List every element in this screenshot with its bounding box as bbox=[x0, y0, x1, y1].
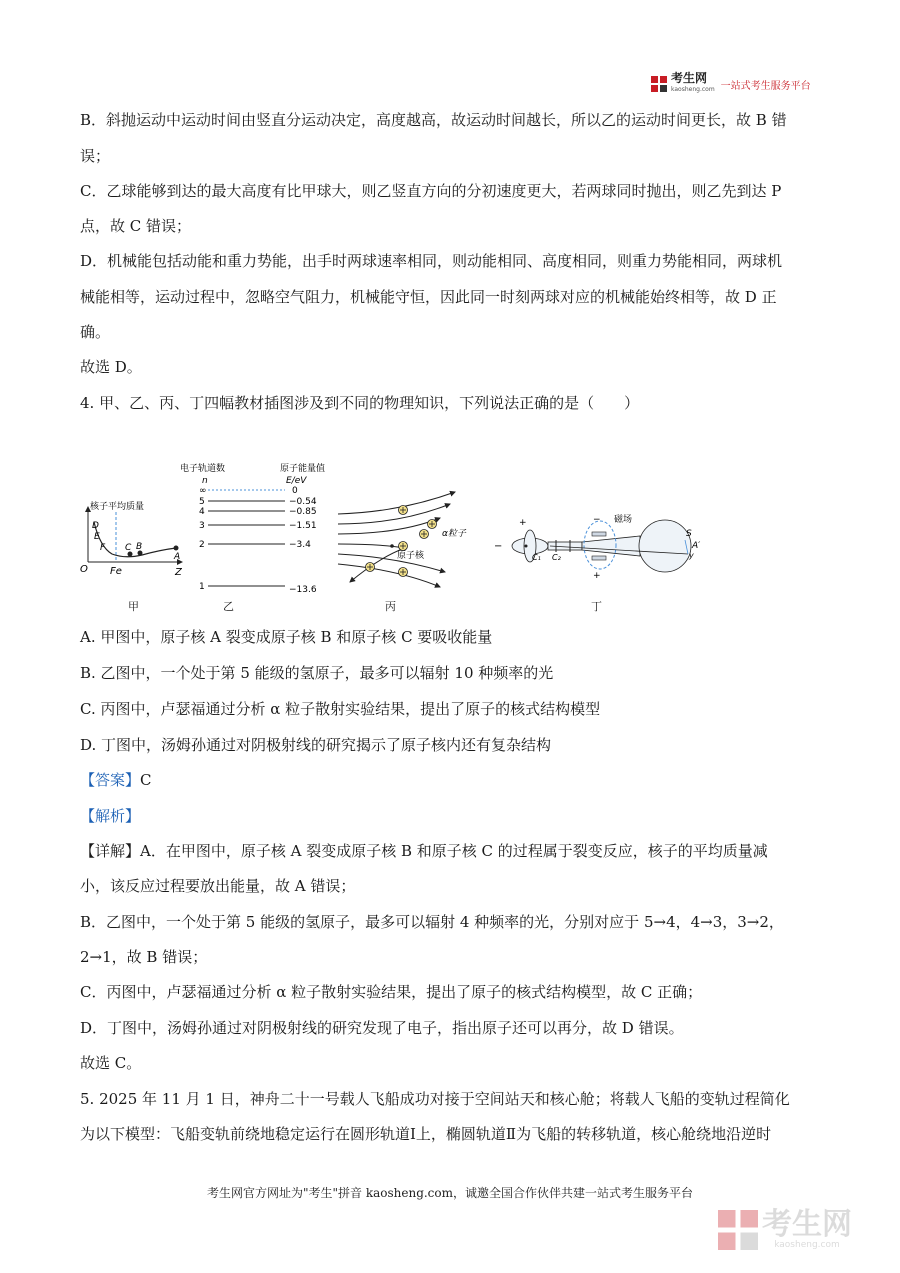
jia-xlabel: Z bbox=[175, 567, 182, 578]
yi-col2: 原子能量值 bbox=[280, 464, 326, 474]
caption-bing: 丙 bbox=[385, 600, 396, 613]
yi-level-n: 3 bbox=[199, 521, 205, 531]
text-line: 故选 D。 bbox=[80, 358, 142, 376]
detail-line: B．乙图中，一个处于第 5 能级的氢原子，最多可以辐射 4 种频率的光，分别对应于 5→4，4→3，3→2， bbox=[80, 913, 784, 931]
analysis-tag bbox=[80, 806, 140, 826]
yi-level-e: 0 bbox=[292, 486, 298, 496]
yi-level-n: 1 bbox=[199, 582, 205, 592]
answer-line bbox=[80, 770, 152, 790]
header-slogan: 一站式考生服务平台 bbox=[720, 80, 811, 92]
yi-col1: 电子轨道数 bbox=[180, 464, 226, 474]
yi-e-label: E/eV bbox=[286, 476, 307, 486]
text-line: B．斜抛运动中运动时间由竖直分运动决定，高度越高，故运动时间越长，所以乙的运动时间更长，故 B 错 bbox=[80, 111, 787, 129]
text-line: D．机械能包括动能和重力势能，出手时两球速率相同，则动能相同、高度相同，则重力势能相同，两球机 bbox=[80, 252, 783, 270]
jia-point: C bbox=[125, 543, 132, 553]
bing-alpha-label: α粒子 bbox=[442, 529, 466, 539]
footer-text: 考生网官方网址为"考生"拼音 kaosheng.com，诚邀全国合作伙伴共建一站式考生服务平台 bbox=[206, 1186, 694, 1200]
logo-sub: kaosheng.com bbox=[671, 86, 715, 93]
yi-level-e: −0.85 bbox=[289, 507, 317, 517]
question-4: 4. 甲、乙、丙、丁四幅教材插图涉及到不同的物理知识，下列说法正确的是（ ） bbox=[80, 394, 640, 412]
text-line: 点，故 C 错误； bbox=[80, 217, 192, 235]
caption-ding: 丁 bbox=[591, 600, 602, 613]
yi-level-e: −0.54 bbox=[289, 497, 317, 507]
ding-minus: − bbox=[494, 541, 503, 552]
figures-svg bbox=[80, 462, 720, 617]
figure-bing bbox=[338, 492, 467, 587]
watermark-brand: 考生网 bbox=[762, 1207, 852, 1242]
option-a: A. 甲图中，原子核 A 裂变成原子核 B 和原子核 C 要吸收能量 bbox=[80, 628, 493, 646]
caption-jia: 甲 bbox=[128, 600, 139, 613]
question-5: 5. 2025 年 11 月 1 日，神舟二十一号载人飞船成功对接于空间站天和核心舱；将载人飞船的变轨过程简化 bbox=[80, 1090, 790, 1108]
jia-point: F bbox=[100, 543, 106, 553]
yi-level-n: 4 bbox=[199, 507, 205, 517]
detail-line: C．丙图中，卢瑟福通过分析 α 粒子散射实验结果，提出了原子的核式结构模型，故 C 正确； bbox=[80, 983, 703, 1001]
ding-y: y bbox=[689, 551, 694, 560]
figures-block bbox=[80, 462, 720, 617]
watermark-logo-icon bbox=[718, 1210, 758, 1250]
ding-field-label: 磁场 bbox=[614, 515, 633, 525]
yi-level-e: −13.6 bbox=[289, 585, 317, 595]
detail-line: D．丁图中，汤姆孙通过对阴极射线的研究发现了电子，指出原子还可以再分，故 D 错误。 bbox=[80, 1019, 684, 1037]
answer-tag: 【答案】 bbox=[80, 771, 141, 789]
yi-level-e: −1.51 bbox=[289, 521, 317, 531]
bing-nucleus-label: 原子核 bbox=[397, 551, 425, 561]
option-d: D. 丁图中，汤姆孙通过对阴极射线的研究揭示了原子核内还有复杂结构 bbox=[80, 736, 552, 754]
jia-origin: O bbox=[80, 564, 88, 575]
detail-text: A．在甲图中，原子核 A 裂变成原子核 B 和原子核 C 的过程属于裂变反应，核子的平均质量减 bbox=[140, 842, 768, 860]
text-line: C．乙球能够到达的最大高度有比甲球大，则乙竖直方向的分初速度更大，若两球同时抛出，则乙先到达 P bbox=[80, 182, 782, 200]
option-b: B. 乙图中，一个处于第 5 能级的氢原子，最多可以辐射 10 种频率的光 bbox=[80, 664, 554, 682]
figure-yi bbox=[180, 462, 325, 595]
jia-point: D bbox=[92, 521, 99, 531]
answer-value: C bbox=[140, 771, 152, 789]
watermark-sub: kaosheng.com bbox=[774, 1240, 840, 1250]
jia-fe: Fe bbox=[110, 566, 122, 577]
header-logo bbox=[651, 73, 811, 95]
ding-s: S bbox=[686, 529, 692, 539]
yi-n-label: n bbox=[202, 476, 208, 486]
ding-plus-bottom: + bbox=[593, 571, 601, 581]
text-line: 械能相等，运动过程中，忽略空气阻力，机械能守恒，因此同一时刻两球对应的机械能始终相等，故 D 正 bbox=[80, 288, 777, 306]
jia-point: B bbox=[136, 542, 143, 552]
logo-brand bbox=[671, 73, 715, 95]
yi-level-n: 5 bbox=[199, 497, 205, 507]
analysis-tag-text: 【解析】 bbox=[80, 807, 141, 825]
jia-point: A bbox=[174, 552, 181, 562]
detail-line bbox=[80, 841, 768, 861]
question-5-cont: 为以下模型：飞船变轨前绕地稳定运行在圆形轨道Ⅰ上，椭圆轨道Ⅱ为飞船的转移轨道，核心舱绕地沿逆时 bbox=[80, 1125, 772, 1143]
ding-c2: C₂ bbox=[552, 553, 561, 562]
yi-level-n: ∞ bbox=[199, 486, 207, 496]
detail-line: 故选 C。 bbox=[80, 1054, 142, 1072]
figure-jia bbox=[80, 500, 183, 578]
watermark bbox=[718, 1207, 852, 1250]
ding-a-prime: A′ bbox=[692, 541, 701, 551]
text-line: 误； bbox=[80, 147, 111, 165]
detail-line: 2→1，故 B 错误； bbox=[80, 948, 208, 966]
yi-level-n: 2 bbox=[199, 540, 205, 550]
detail-line: 小，该反应过程要放出能量，故 A 错误； bbox=[80, 877, 356, 895]
logo-text: 考生网 bbox=[671, 71, 708, 85]
jia-ylabel: 核子平均质量 bbox=[90, 502, 145, 512]
detail-tag: 【详解】 bbox=[80, 842, 141, 860]
yi-level-e: −3.4 bbox=[289, 540, 311, 550]
ding-plus: + bbox=[519, 518, 527, 528]
ding-minus-top: − bbox=[593, 515, 601, 525]
ding-c1: C₁ bbox=[532, 553, 541, 562]
option-c: C. 丙图中，卢瑟福通过分析 α 粒子散射实验结果，提出了原子的核式结构模型 bbox=[80, 700, 601, 718]
caption-yi: 乙 bbox=[223, 600, 234, 613]
figure-ding bbox=[494, 513, 700, 581]
text-line: 确。 bbox=[80, 323, 111, 341]
logo-icon bbox=[651, 76, 667, 92]
jia-point: E bbox=[94, 532, 100, 542]
watermark-text bbox=[762, 1207, 852, 1250]
